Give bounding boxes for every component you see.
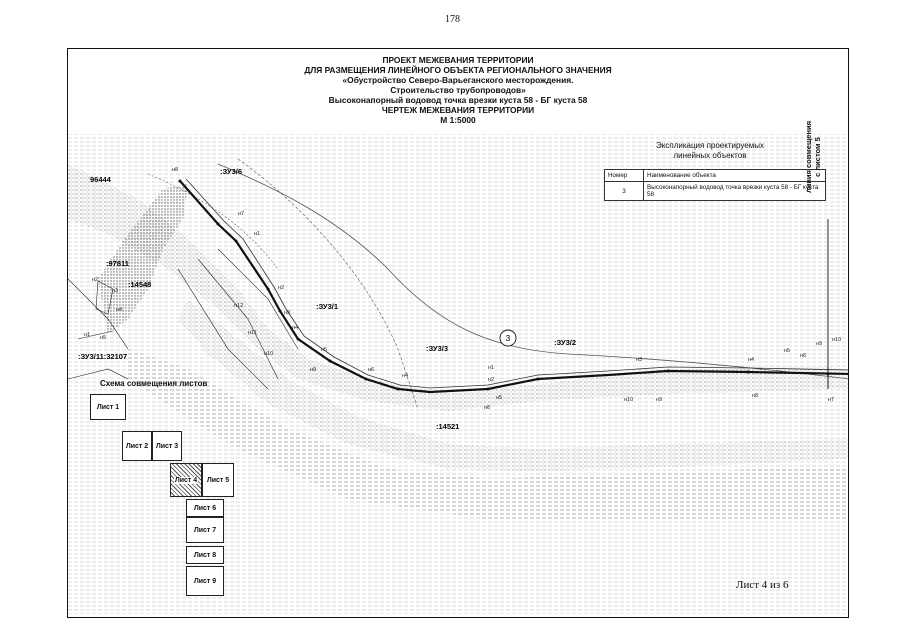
title-line: Высоконапорный водовод точка врезки куста 58 - БГ куста 58 [328, 95, 588, 105]
parcel-label-zu3-1: :ЗУ3/1 [316, 302, 339, 311]
point-label: н2 [488, 377, 495, 383]
title-line: ПРОЕКТ МЕЖЕВАНИЯ ТЕРРИТОРИИ [382, 55, 534, 65]
point-label: н6 [368, 367, 375, 373]
point-label: н10 [832, 337, 842, 343]
title-line: ЧЕРТЕЖ МЕЖЕВАНИЯ ТЕРРИТОРИИ [381, 105, 535, 115]
parcel-label-zu3-11: :ЗУ3/11:32107 [78, 352, 128, 361]
parcel-label-14521: :14521 [436, 422, 460, 431]
point-label: н3 [284, 310, 291, 316]
legend-row-name: Высоконапорный водовод точка врезки куста 58 - БГ куста 58 [644, 182, 826, 201]
point-label: н2 [92, 277, 99, 283]
legend-title-line: Экспликация проектируемых [656, 141, 764, 150]
legend-title [620, 141, 800, 161]
legend-title-line: линейных объектов [673, 151, 747, 160]
legend-row-number: 3 [605, 182, 644, 201]
point-label: н5 [100, 335, 107, 341]
parcel-label-zu3-6: :ЗУ3/6 [220, 167, 243, 176]
sheet-9: Лист 9 [186, 566, 224, 596]
parcel-label-96444: 96444 [90, 175, 111, 184]
point-label: н8 [172, 167, 179, 173]
sheet-8: Лист 8 [186, 546, 224, 564]
drawing-frame [67, 48, 849, 618]
sheet-5: Лист 5 [202, 463, 234, 497]
point-label: н3 [112, 288, 119, 294]
point-label: н5 [321, 347, 328, 353]
point-label: н7 [828, 397, 835, 403]
sheet-2: Лист 2 [122, 431, 152, 461]
sheet-7: Лист 7 [186, 517, 224, 543]
parcel-label-14548: :14548 [128, 280, 152, 289]
sheet-6: Лист 6 [186, 499, 224, 517]
point-label: н6 [484, 405, 491, 411]
title-block [68, 55, 848, 125]
point-label: н1 [254, 231, 261, 237]
point-label: н7 [238, 211, 245, 217]
point-label: н6 [800, 353, 807, 359]
legend-col-name: Наименование объекта [644, 170, 826, 182]
point-label: н3 [636, 357, 643, 363]
sheet-4-current: Лист 4 [170, 463, 202, 497]
parcel-label-zu3-2: :ЗУ3/2 [554, 338, 577, 347]
point-label: н1 [488, 365, 495, 371]
point-label: н8 [752, 393, 759, 399]
scale-label: М 1:5000 [440, 115, 476, 125]
point-label: н4 [292, 325, 299, 331]
overlap-label-line: с листом 5 [813, 137, 822, 177]
object-marker-number: 3 [505, 334, 511, 343]
point-label: н4 [116, 307, 123, 313]
point-label: н4 [748, 357, 755, 363]
sheet-counter: Лист 4 из 6 [736, 579, 789, 591]
point-label: н2 [278, 285, 285, 291]
legend-table [604, 169, 826, 201]
point-label: н5 [784, 348, 791, 354]
legend-header-row [605, 170, 826, 182]
point-label: н5 [496, 395, 503, 401]
point-label: н10 [264, 351, 274, 357]
legend-row [605, 182, 826, 201]
parcel-label-zu3-3: :ЗУ3/3 [426, 344, 449, 353]
point-label: н10 [624, 397, 634, 403]
parcel-label-97811: :97811 [106, 259, 129, 268]
point-label: н9 [656, 397, 663, 403]
page-number: 178 [445, 14, 460, 25]
point-label: н1 [84, 332, 91, 338]
legend-col-number: Номер [605, 170, 644, 182]
overlap-label [804, 97, 822, 217]
sheet-3: Лист 3 [152, 431, 182, 461]
point-label: н11 [248, 330, 257, 336]
point-label: н4 [402, 373, 409, 379]
title-line: «Обустройство Северо-Варьеганского месторождения. [342, 75, 574, 85]
point-label: н9 [310, 367, 317, 373]
title-line: ДЛЯ РАЗМЕЩЕНИЯ ЛИНЕЙНОГО ОБЪЕКТА РЕГИОНАЛЬНОГО ЗНАЧЕНИЯ [304, 65, 612, 75]
point-label: н12 [234, 303, 244, 309]
title-line: Строительство трубопроводов» [390, 85, 526, 95]
layout-scheme-title: Схема совмещения листов [100, 379, 208, 388]
sheet-1: Лист 1 [90, 394, 126, 420]
point-label: н9 [816, 341, 823, 347]
overlap-label-line: линия совмещения [804, 121, 813, 193]
